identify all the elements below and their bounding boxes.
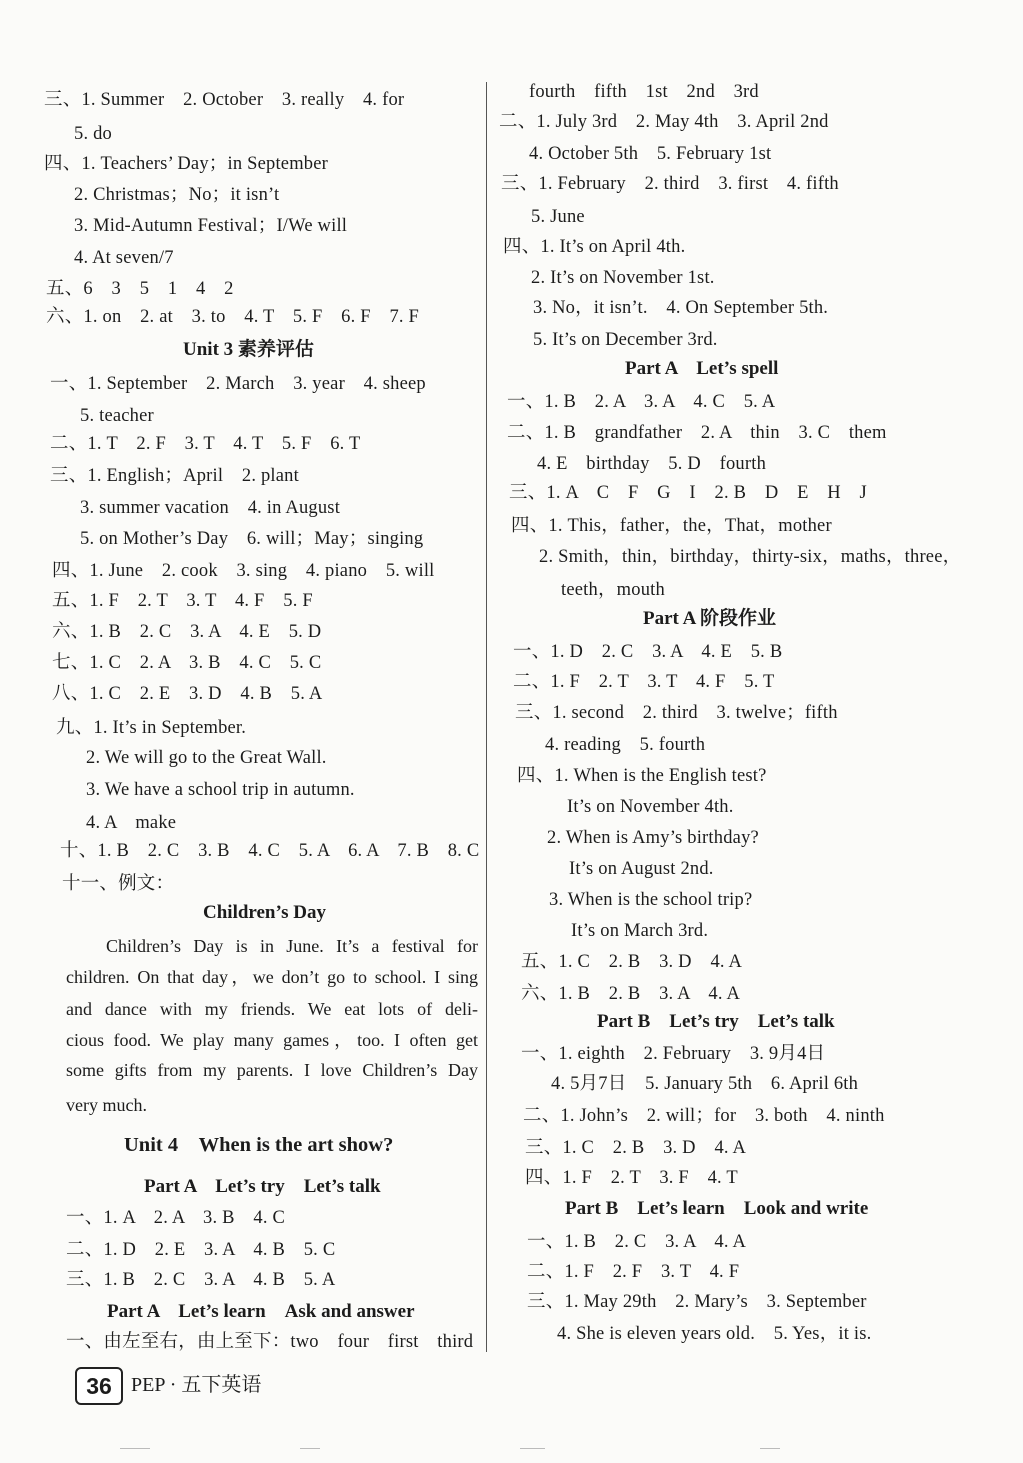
answer-line: 四、1. F 2. T 3. F 4. T — [525, 1168, 738, 1188]
book-title: PEP · 五下英语 — [131, 1374, 262, 1396]
answer-line: fourth fifth 1st 2nd 3rd — [529, 82, 759, 102]
unit4-heading: Unit 4 When is the art show? — [124, 1134, 394, 1156]
answer-line: 一、1. D 2. C 3. A 4. E 5. B — [513, 642, 783, 662]
answer-line: 3. We have a school trip in autumn. — [86, 780, 355, 800]
essay-line: and dance with my friends. We eat lots of deli- — [66, 999, 478, 1019]
answer-line: 一、1. A 2. A 3. B 4. C — [66, 1208, 286, 1228]
answer-line: 七、1. C 2. A 3. B 4. C 5. C — [52, 653, 322, 673]
answer-line: It’s on August 2nd. — [569, 859, 714, 879]
section-heading: Part B Let’s learn Look and write — [565, 1198, 869, 1219]
answer-line: 4. A make — [86, 813, 177, 833]
answer-line: 5. It’s on December 3rd. — [533, 330, 718, 350]
essay-line: cious food. We play many games，too. I often get — [66, 1030, 478, 1050]
answer-line: 二、1. July 3rd 2. May 4th 3. April 2nd — [499, 112, 829, 132]
answer-line: 六、1. B 2. B 3. A 4. A — [521, 984, 741, 1004]
scan-mark — [120, 1448, 150, 1449]
answer-line: 一、由左至右，由上至下：two four first third — [66, 1332, 474, 1352]
answer-line: 5. do — [74, 124, 112, 144]
answer-line: 三、1. February 2. third 3. first 4. fifth — [501, 174, 839, 194]
column-divider — [486, 82, 487, 1352]
answer-line: 二、1. T 2. F 3. T 4. T 5. F 6. T — [50, 434, 361, 454]
answer-line: 5. June — [531, 207, 585, 227]
answer-line: teeth，mouth — [561, 580, 665, 600]
answer-line: 2. When is Amy’s birthday? — [547, 828, 759, 848]
answer-line: 3. summer vacation 4. in August — [80, 498, 341, 518]
answer-line: 四、1. Teachers’ Day；in September — [44, 154, 329, 174]
answer-line: 5. on Mother’s Day 6. will；May；singing — [80, 529, 424, 549]
answer-line: 八、1. C 2. E 3. D 4. B 5. A — [52, 684, 323, 704]
answer-line: 2. It’s on November 1st. — [531, 268, 715, 288]
answer-line: 2. We will go to the Great Wall. — [86, 748, 327, 768]
answer-line: 4. October 5th 5. February 1st — [529, 144, 772, 164]
answer-line: 4. reading 5. fourth — [545, 735, 706, 755]
answer-line: 四、1. June 2. cook 3. sing 4. piano 5. will — [52, 561, 435, 581]
essay-line: some gifts from my parents. I love Children’s Day — [66, 1060, 478, 1080]
answer-line: 4. 5月7日 5. January 5th 6. April 6th — [551, 1074, 859, 1094]
answer-line: 四、1. This，father，the，That，mother — [511, 516, 832, 536]
section-heading: Part B Let’s try Let’s talk — [597, 1011, 835, 1032]
answer-line: 5. teacher — [80, 406, 154, 426]
answer-line: 三、1. A C F G I 2. B D E H J — [509, 483, 867, 503]
answer-line: 一、1. B 2. C 3. A 4. A — [527, 1232, 747, 1252]
answer-line: 4. E birthday 5. D fourth — [537, 454, 767, 474]
answer-line: 一、1. eighth 2. February 3. 9月4日 — [521, 1044, 826, 1064]
answer-line: 一、1. September 2. March 3. year 4. sheep — [50, 374, 426, 394]
answer-line: 三、1. Summer 2. October 3. really 4. for — [44, 90, 405, 110]
essay-line: very much. — [66, 1095, 147, 1115]
section-heading: Part A Let’s try Let’s talk — [144, 1176, 381, 1197]
answer-line: 三、1. C 2. B 3. D 4. A — [525, 1138, 747, 1158]
answer-line: 三、1. second 2. third 3. twelve；fifth — [515, 703, 838, 723]
answer-line: 二、1. F 2. T 3. T 4. F 5. T — [513, 672, 775, 692]
answer-line: It’s on November 4th. — [567, 797, 734, 817]
section-heading: Part A Let’s learn Ask and answer — [107, 1301, 415, 1322]
unit3-heading: Unit 3 素养评估 — [183, 339, 314, 360]
essay-line: children. On that day，we don’t go to school. I sing — [66, 967, 478, 987]
section-heading: Part A 阶段作业 — [643, 608, 776, 629]
answer-line: 3. When is the school trip? — [549, 890, 753, 910]
answer-line: 三、1. B 2. C 3. A 4. B 5. A — [66, 1270, 336, 1290]
answer-line: 五、6 3 5 1 4 2 — [46, 279, 234, 299]
answer-line: 3. No，it isn’t. 4. On September 5th. — [533, 298, 829, 318]
answer-line: 二、1. B grandfather 2. A thin 3. C them — [507, 423, 887, 443]
scan-mark — [760, 1448, 780, 1449]
scan-mark — [520, 1448, 545, 1449]
answer-line: 十一、例文： — [62, 874, 175, 894]
essay-line: Children’s Day is in June. It’s a festival for — [106, 936, 478, 956]
answer-line: 六、1. on 2. at 3. to 4. T 5. F 6. F 7. F — [46, 307, 420, 327]
scan-mark — [300, 1448, 320, 1449]
page-number: 36 — [75, 1367, 123, 1405]
essay-title: Children’s Day — [203, 902, 326, 923]
answer-line: 三、1. English；April 2. plant — [50, 466, 299, 486]
answer-line: 二、1. F 2. F 3. T 4. F — [527, 1262, 740, 1282]
answer-line: 四、1. It’s on April 4th. — [503, 237, 686, 257]
answer-line: 4. At seven/7 — [74, 248, 174, 268]
answer-line: 二、1. John’s 2. will；for 3. both 4. ninth — [523, 1106, 885, 1126]
answer-line: 二、1. D 2. E 3. A 4. B 5. C — [66, 1240, 336, 1260]
section-heading: Part A Let’s spell — [625, 358, 779, 379]
answer-line: 2. Smith，thin，birthday，thirty-six，maths，three， — [539, 547, 962, 567]
answer-line: 五、1. C 2. B 3. D 4. A — [521, 952, 743, 972]
answer-line: 4. She is eleven years old. 5. Yes，it is. — [557, 1324, 872, 1344]
answer-line: 六、1. B 2. C 3. A 4. E 5. D — [52, 622, 322, 642]
answer-line: 四、1. When is the English test? — [517, 766, 767, 786]
answer-line: 一、1. B 2. A 3. A 4. C 5. A — [507, 392, 776, 412]
answer-line: 3. Mid-Autumn Festival；I/We will — [74, 216, 348, 236]
answer-line: 五、1. F 2. T 3. T 4. F 5. F — [52, 591, 313, 611]
answer-line: 九、1. It’s in September. — [56, 718, 247, 738]
answer-line: 2. Christmas；No；it isn’t — [74, 185, 280, 205]
answer-line: 十、1. B 2. C 3. B 4. C 5. A 6. A 7. B 8. C — [60, 841, 480, 861]
answer-line: 三、1. May 29th 2. Mary’s 3. September — [527, 1292, 867, 1312]
answer-line: It’s on March 3rd. — [571, 921, 709, 941]
